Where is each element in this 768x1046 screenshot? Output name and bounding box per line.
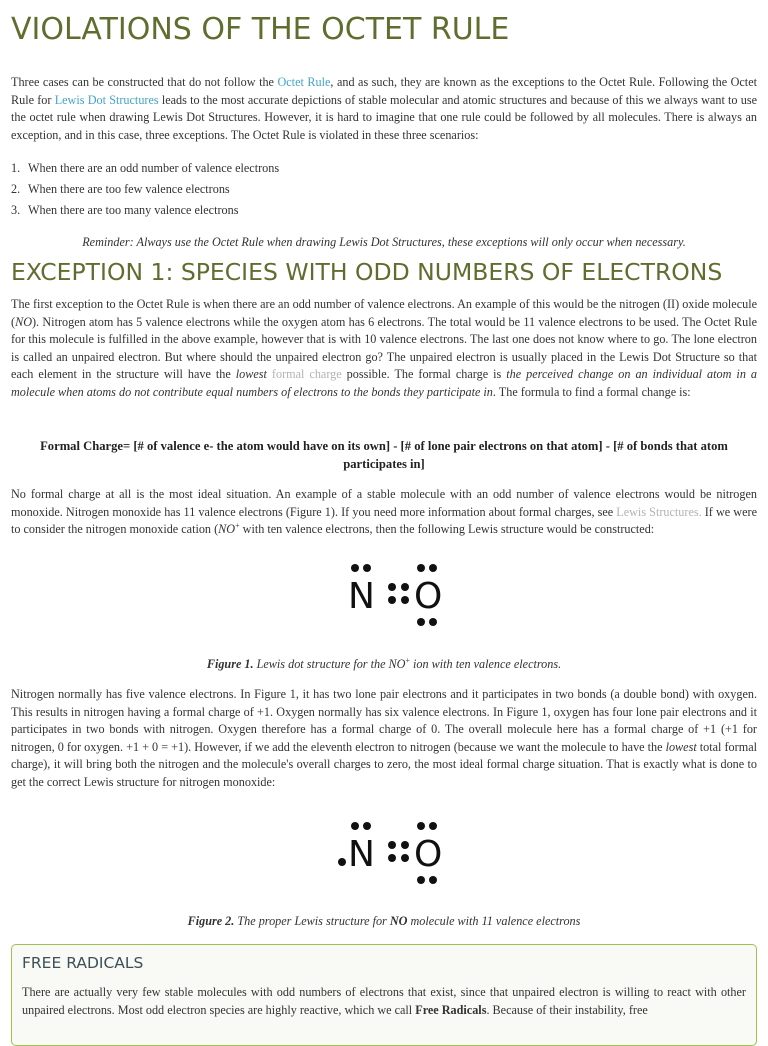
free-radicals-title: FREE RADICALS	[22, 954, 144, 972]
figure-1-caption: Figure 1. Lewis dot structure for the NO+ ion with ten valence electrons.	[206, 655, 562, 671]
list-item: 1. When there are an odd number of valence electrons	[11, 161, 280, 175]
electron-dot	[388, 841, 396, 849]
electron-dot	[388, 583, 396, 591]
electron-dot	[417, 564, 425, 572]
electron-dot	[429, 564, 437, 572]
electron-dot	[417, 618, 425, 626]
intro-text: leads to the most accurate depictions of stable molecular and atomic structures and because of this we always want to use the octet rule when drawing Lewis Dot Structures. However, it is hard to imagine that one rule could be followed by all molecules. There is always an exception, and in this case, three exceptions. The Octet Rule is violated in these three scenarios:	[11, 92, 758, 142]
page-title: VIOLATIONS OF THE OCTET RULE	[11, 12, 510, 47]
electron-dot	[351, 564, 359, 572]
intro-paragraph	[11, 74, 757, 144]
atom-oxygen: O	[414, 834, 443, 875]
electron-dot	[401, 596, 409, 604]
formal-charge-formula: Formal Charge= [# of valence e- the atom would have on its own] - [# of lone pair electrons on that atom] - [# of bonds that atom participates in]	[40, 439, 728, 471]
formal-charge-definition: the perceived change on an individual atom in a molecule when atoms do not contribute equal numbers of electrons to the bonds they participate in	[11, 367, 758, 399]
list-item: 2. When there are too few valence electrons	[11, 182, 230, 196]
electron-dot	[388, 854, 396, 862]
electron-dot	[351, 822, 359, 830]
free-radicals-box	[11, 944, 757, 1046]
nitrogen-monoxide-paragraph: No formal charge at all is the most ideal situation. An example of a stable molecule with an odd number of valence electrons would be nitrogen monoxide. Nitrogen monoxide has 11 valence electrons (Figure 1). If you need more information about formal charges, see Lewis Structures. If we were to consider the nitrogen monoxide cation (NO+ with ten valence electrons, then the following Lewis structure would be constructed:	[11, 487, 757, 536]
intro-text: , and as such, they are known as the exceptions to the Octet Rule. Following the Octet Rule for	[11, 75, 757, 107]
lewis-dot-structures-link[interactable]: Lewis Dot Structures	[54, 92, 159, 107]
electron-dot	[363, 822, 371, 830]
intro-text: Three cases can be constructed that do not follow the	[11, 75, 278, 89]
electron-dot	[401, 854, 409, 862]
electron-dot	[429, 876, 437, 884]
figure-2-caption: Figure 2. The proper Lewis structure for NO molecule with 11 valence electrons	[187, 914, 581, 928]
no-formula: NO	[15, 314, 32, 329]
atom-oxygen: O	[414, 576, 443, 617]
free-radicals-text: There are actually very few stable molecules with odd numbers of electrons that exist, since that unpaired electron is willing to react with other unpaired electrons. Most odd electron species are highly reactive, which we call Free Radicals. Because of their instability, free	[22, 985, 746, 1017]
formal-charge-link[interactable]: formal charge	[266, 367, 342, 381]
octet-rule-link[interactable]: Octet Rule	[277, 75, 331, 89]
electron-dot	[417, 822, 425, 830]
electron-dot	[401, 583, 409, 591]
electron-dot	[429, 618, 437, 626]
atom-nitrogen: N	[348, 576, 375, 617]
exception-1-paragraph: The first exception to the Octet Rule is when there are an odd number of valence electrons. An example of this would be the nitrogen (II) oxide molecule (NO). Nitrogen atom has 5 valence electrons while the oxygen atom has 6 electrons. The total would be 11 valence electrons to be used. The Octet Rule for this molecule is fulfilled in the above example, however that is with 10 valence electrons. The last one does not know where to go. The lone electron is called an unpaired electron. But where should the unpaired electron go? The unpaired electron is usually placed in the Lewis Dot Structure so that each element in the structure will have the lowest formal charge possible. The formal charge is the perceived change on an individual atom in a molecule when atoms do not contribute equal numbers of electrons to the bonds they participate in. The formula to find a formal change is:	[11, 297, 758, 399]
formal-charge-explanation: Nitrogen normally has five valence electrons. In Figure 1, it has two lone pair electrons and it participates in two bonds (a double bond) with oxygen. This results in nitrogen having a formal charge of +1. Oxygen normally has six valence electrons. In Figure 1, oxygen has four lone pair electrons and it participates in two bonds with nitrogen. Oxygen therefore has a formal charge of 0. The overall molecule here has a formal charge of +1 (+1 for nitrogen, 0 for oxygen. +1 + 0 = +1). However, if we add the eleventh electron to nitrogen (because we want the molecule to have the lowest total formal charge), it will bring both the nitrogen and the molecule's overall charges to zero, the most ideal formal charge situation. That is exactly what is done to get the correct Lewis structure for nitrogen monoxide:	[11, 687, 757, 789]
figure-1-lewis-structure	[334, 558, 454, 634]
electron-dot	[417, 876, 425, 884]
section-heading-exception-1: EXCEPTION 1: SPECIES WITH ODD NUMBERS OF ELECTRONS	[11, 258, 723, 286]
electron-dot	[363, 564, 371, 572]
electron-dot	[388, 596, 396, 604]
list-item: 3. When there are too many valence electrons	[11, 203, 239, 217]
electron-dot	[338, 858, 346, 866]
electron-dot	[429, 822, 437, 830]
atom-nitrogen: N	[348, 834, 375, 875]
electron-dot	[401, 841, 409, 849]
free-radicals-term: Free Radicals	[415, 1002, 487, 1017]
lewis-structures-link[interactable]: Lewis Structures.	[616, 504, 702, 519]
figure-2-lewis-structure	[334, 816, 454, 892]
reminder-note: Reminder: Always use the Octet Rule when drawing Lewis Dot Structures, these exceptions will only occur when necessary.	[82, 235, 686, 249]
exceptions-list	[11, 160, 279, 223]
